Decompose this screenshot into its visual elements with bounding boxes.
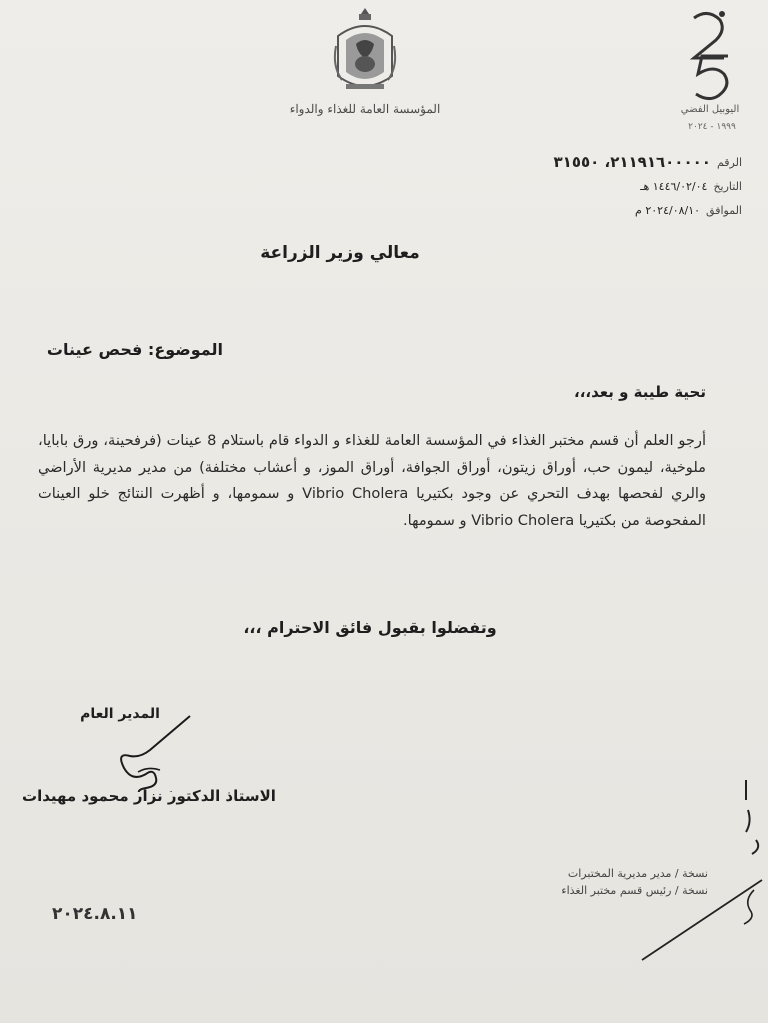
reference-number-label: الرقم xyxy=(716,155,742,169)
hijri-date-label: التاريخ xyxy=(713,179,742,193)
reference-number-row xyxy=(502,150,742,174)
cc-line-1: نسخة / مدير مديرية المختبرات xyxy=(567,867,708,880)
gregorian-date-value: ٢٠٢٤/٠٨/١٠ م xyxy=(635,203,701,217)
handwritten-signature xyxy=(90,712,210,792)
organization-name: المؤسسة العامة للغذاء والدواء xyxy=(289,102,441,116)
jubilee-text: اليوبيل الفضي xyxy=(680,104,740,115)
reference-block xyxy=(502,150,742,222)
signatory-name: الاستاذ الدكتور نزار محمود مهيدات xyxy=(22,787,276,805)
letter-body: أرجو العلم أن قسم مختبر الغذاء في المؤسسة العامة للغذاء و الدواء قام باستلام 8 عينات (فرفحينة، ورق بابايا، ملوخية، ليمون حب، أوراق زيتون، أوراق الجوافة، أوراق الموز، و أعشاب مختلفة) من مدير مديرية الأراضي والري لفحصها بهدف التحري عن وجود بكتيريا Vibrio Cholera و سمومها، و أظهرت النتائج خلو العينات المفحوصة من بكتيريا Vibrio Cholera و سمومها. xyxy=(38,432,706,529)
jubilee-years: ١٩٩٩ - ٢٠٢٤ xyxy=(688,122,736,132)
reference-number-value: ٢١١٩١٦٠٠٠٠٠، ٣١٥٥٠ xyxy=(553,153,711,171)
jubilee-25-logo xyxy=(676,6,746,101)
addressee: معالي وزير الزراعة xyxy=(260,243,420,263)
hijri-date-value: ١٤٤٦/٠٢/٠٤ هـ xyxy=(640,179,708,193)
hijri-date-row xyxy=(502,174,742,198)
cc-line-2: نسخة / رئيس قسم مختبر الغذاء xyxy=(561,884,708,897)
signatory-title: المدير العام xyxy=(80,706,160,722)
handwritten-annotation xyxy=(636,770,768,970)
closing-line: وتفضلوا بقبول فائق الاحترام ،،، xyxy=(243,618,497,637)
gregorian-date-row xyxy=(502,198,742,222)
received-stamp-date: ٢٠٢٤.٨.١١ xyxy=(52,904,138,924)
gregorian-date-label: الموافق xyxy=(706,203,742,217)
coat-of-arms-emblem xyxy=(328,6,402,96)
greeting: تحية طيبة و بعد،،، xyxy=(574,383,706,401)
subject-line: الموضوع: فحص عينات xyxy=(46,340,223,359)
